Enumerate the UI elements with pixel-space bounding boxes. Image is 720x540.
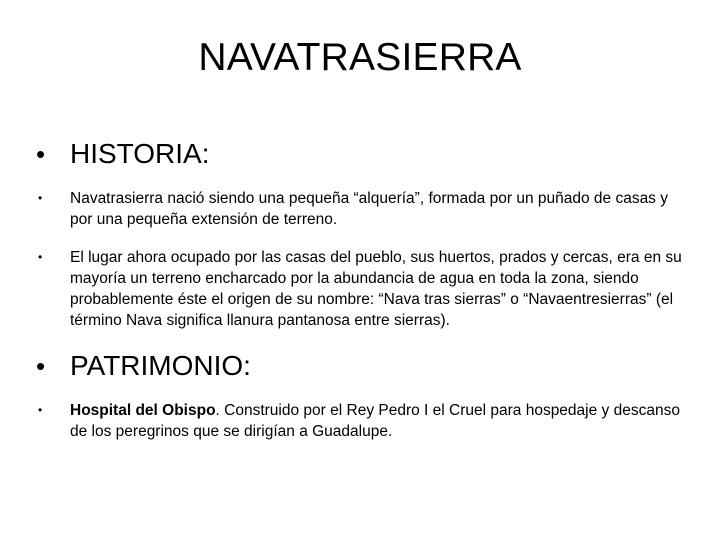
slide-title: NAVATRASIERRA [198, 36, 522, 79]
list-item-strong: Hospital del Obispo [70, 402, 216, 419]
bullet-icon: • [38, 191, 43, 205]
bullet-icon: • [38, 403, 43, 417]
section-heading-label: HISTORIA: [70, 138, 210, 169]
section-historia [36, 138, 686, 331]
section-heading-patrimonio [36, 350, 686, 382]
list-item-text: El lugar ahora ocupado por las casas del pueblo, sus huertos, prados y cercas, era en su mayoría un terreno encharcado por la abundancia de agua en toda la zona, siendo probablemente éste el origen de su nombre: “Nava tras sierras” o “Navaentresierras” (el término Nava significa llanura pantanosa entre sierras). [70, 249, 682, 329]
list-item-text: Navatrasierra nació siendo una pequeña “alquería”, formada por un puñado de casas y por una pequeña extensión de terreno. [70, 190, 668, 228]
list-item [36, 400, 686, 442]
section-patrimonio [36, 350, 686, 442]
bullet-icon: • [38, 250, 43, 264]
section-heading-label: PATRIMONIO: [70, 350, 251, 381]
section-heading-historia [36, 138, 686, 170]
bullet-icon: • [36, 139, 46, 169]
list-item-text [70, 400, 686, 442]
list-item [36, 188, 686, 230]
list-item-rest: . Construido por el Rey Pedro I el Cruel para hospedaje y descanso de los peregrinos que se dirigían a Guadalupe. [70, 402, 680, 440]
list-item [36, 247, 686, 331]
bullet-icon: • [36, 351, 46, 381]
